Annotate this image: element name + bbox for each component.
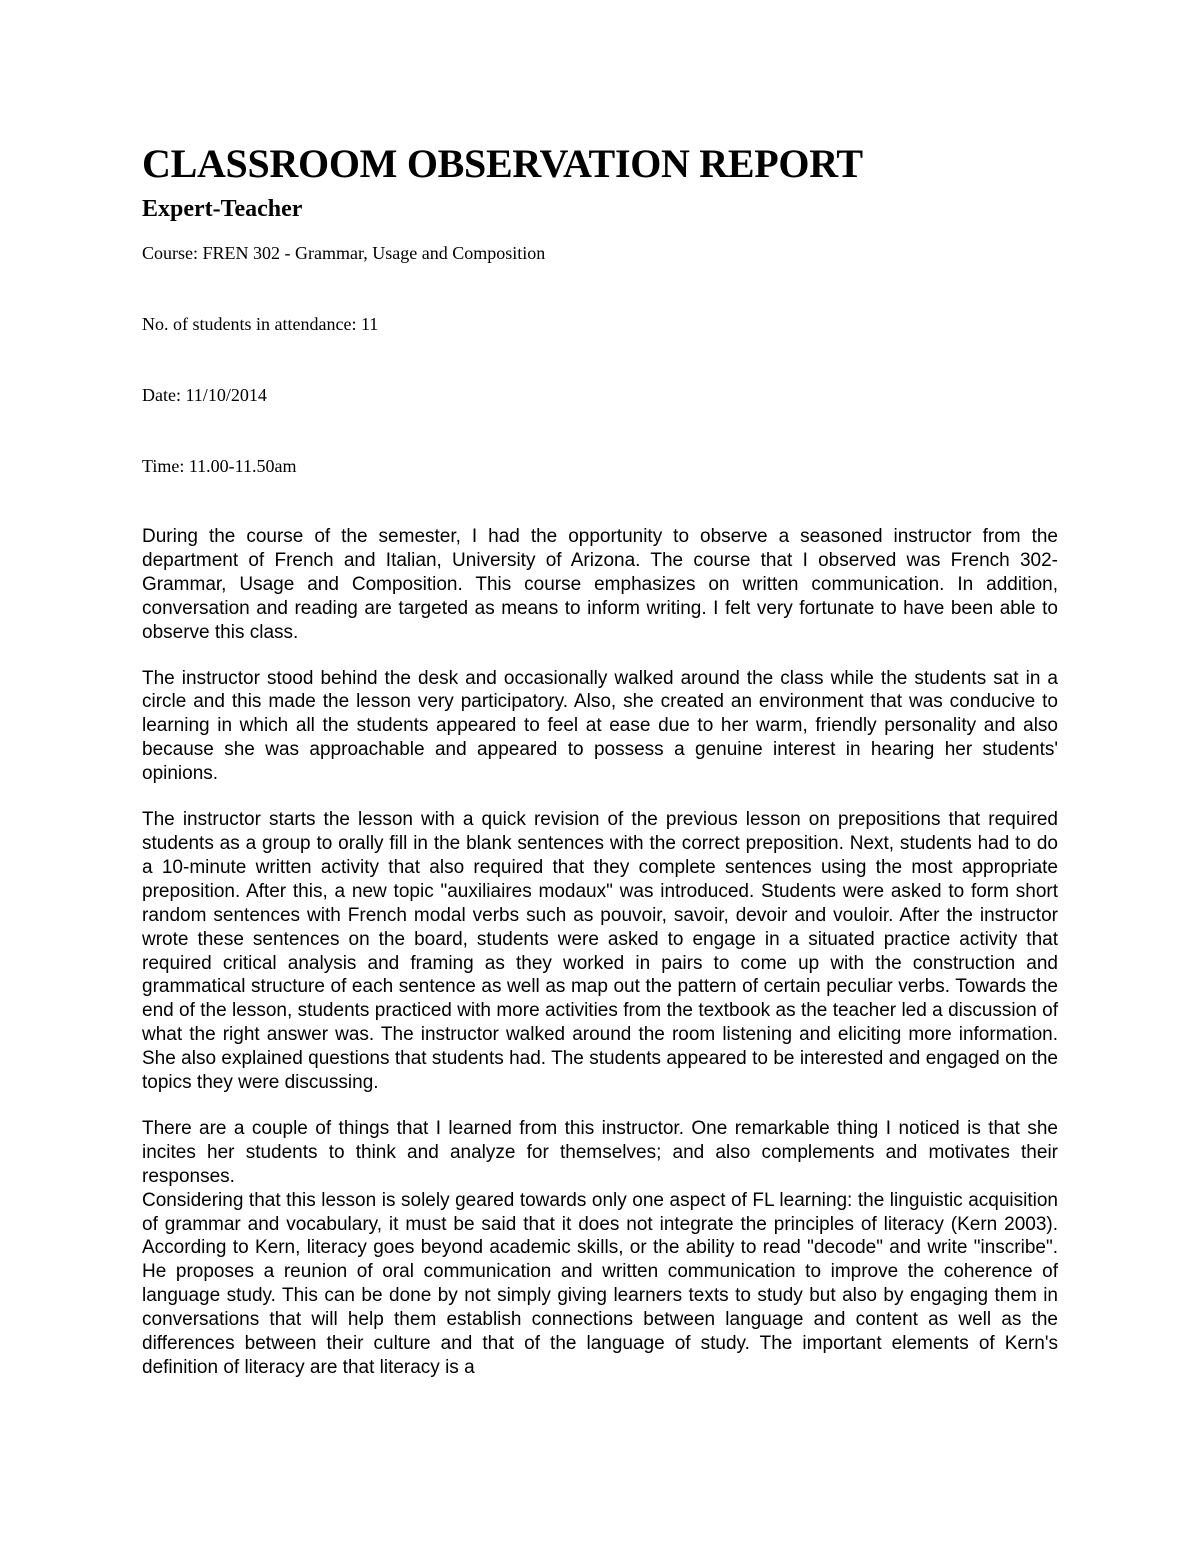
attendance-line: No. of students in attendance: 11 (142, 314, 379, 334)
paragraph-literacy: Considering that this lesson is solely geared towards only one aspect of FL learning: the linguistic acquisition of grammar and vocabulary, it must be said that it does not integrate the principles of literacy (Kern 2003). According to Kern, literacy goes beyond academic skills, or the ability to read "decode" and write "inscribe". He proposes a reunion of oral communication and written communication to improve the coherence of language study. This can be done by not simply giving learners texts to study but also by engaging them in conversations that will help them establish connections between language and content as well as the differences between their culture and that of the language of study. The important elements of Kern's definition of literacy are that literacy is a (142, 1189, 1058, 1378)
report-body (142, 525, 1058, 1380)
paragraph-learned: There are a couple of things that I learned from this instructor. One remarkable thing I noticed is that she incites her students to think and analyze for themselves; and also complements and motivates their responses. (142, 1117, 1058, 1187)
date-line: Date: 11/10/2014 (142, 385, 267, 405)
time-line: Time: 11.00-11.50am (142, 456, 297, 476)
paragraph-lesson: The instructor starts the lesson with a quick revision of the previous lesson on prepositions that required students as a group to orally fill in the blank sentences with the correct preposition. Next, students had to do a 10-minute written activity that also required that they complete sentences using the most appropriate preposition. After this, a new topic "auxiliaires modaux" was introduced. Students were asked to form short random sentences with French modal verbs such as pouvoir, savoir, devoir and vouloir. After the instructor wrote these sentences on the board, students were asked to engage in a situated practice activity that required critical analysis and framing as they worked in pairs to come up with the construction and grammatical structure of each sentence as well as map out the pattern of certain peculiar verbs. Towards the end of the lesson, students practiced with more activities from the textbook as the teacher led a discussion of what the right answer was. The instructor walked around the room listening and eliciting more information. She also explained questions that students had. The students appeared to be interested and engaged on the topics they were discussing. (142, 809, 1058, 1094)
document-page (142, 140, 1058, 1380)
paragraph-intro: During the course of the semester, I had the opportunity to observe a seasoned instructor from the department of French and Italian, University of Arizona. The course that I observed was French 302-Grammar, Usage and Composition. This course emphasizes on written communication. In addition, conversation and reading are targeted as means to inform writing. I felt very fortunate to have been able to observe this class. (142, 526, 1058, 643)
report-title: CLASSROOM OBSERVATION REPORT (142, 141, 863, 186)
report-subtitle: Expert-Teacher (142, 196, 303, 222)
course-line: Course: FREN 302 - Grammar, Usage and Composition (142, 243, 546, 263)
paragraph-environment: The instructor stood behind the desk and occasionally walked around the class while the students sat in a circle and this made the lesson very participatory. Also, she created an environment that was conducive to learning in which all the students appeared to feel at ease due to her warm, friendly personality and also because she was approachable and appeared to possess a genuine interest in hearing her students' opinions. (142, 667, 1058, 785)
